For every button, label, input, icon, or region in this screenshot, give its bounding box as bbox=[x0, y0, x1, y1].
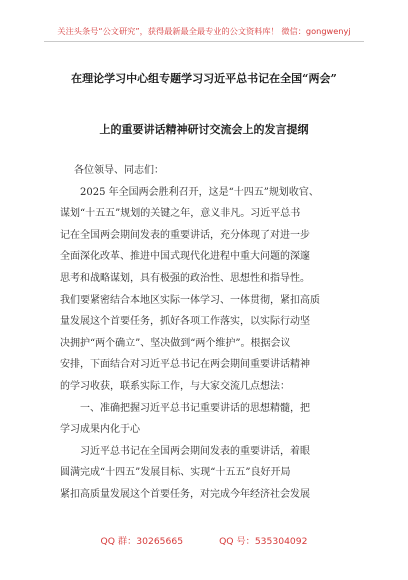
body-line: 圆满完成“十四五”发展目标、实现“十五五”良好开局 bbox=[60, 467, 291, 479]
document-body bbox=[60, 160, 362, 506]
greeting: 各位领导、同志们： bbox=[74, 165, 164, 176]
header-divider bbox=[44, 41, 364, 42]
body-line: 全面深化改革、推进中国式现代化进程中重大问题的深邃 bbox=[60, 251, 310, 263]
footer-contacts bbox=[0, 533, 408, 547]
body-line: 量发展这个首要任务，抓好各项工作落实，以实际行动坚 bbox=[60, 316, 310, 328]
document-title-line2: 上的重要讲话精神研讨交流会上的发言提纲 bbox=[99, 123, 309, 136]
body-line: 谋划“十五五”规划的关键之年，意义非凡。习近平总书 bbox=[60, 208, 301, 220]
document-title-line1: 在理论学习中心组专题学习习近平总书记在全国“两会” bbox=[71, 72, 337, 85]
header-notice: 关注头条号“公文研究”，获得最新最全最专业的公文资料库！ 微信：gongwenyj bbox=[57, 26, 351, 36]
body-line: 决拥护“两个确立”、坚决做到“两个维护”。根据会议 bbox=[60, 337, 291, 349]
body-line: 2025 年全国两会胜利召开，这是“十四五”规划收官、 bbox=[60, 186, 319, 198]
body-line: 习近平总书记在全国两会期间发表的重要讲话，着眼 bbox=[60, 445, 310, 457]
body-line: 记在全国两会期间发表的重要讲话，充分体现了对进一步 bbox=[60, 229, 310, 241]
body-line: 紧扣高质量发展这个首要任务，对完成今年经济社会发展 bbox=[60, 488, 310, 500]
footer-qq-group: QQ 群：30265665 bbox=[100, 536, 184, 547]
body-line: 安排，下面结合对习近平总书记在两会期间重要讲话精神 bbox=[60, 359, 310, 371]
body-line: 思考和战略谋划，具有极强的政治性、思想性和指导性。 bbox=[60, 272, 310, 284]
section-heading-line: 一、准确把握习近平总书记重要讲话的思想精髓，把 bbox=[60, 402, 310, 414]
section-heading-line: 学习成果内化于心 bbox=[60, 424, 140, 436]
body-line: 我们要紧密结合本地区实际一体学习、一体贯彻，紧扣高质 bbox=[60, 294, 320, 306]
body-line: 的学习收获，联系实际工作，与大家交流几点想法： bbox=[60, 380, 290, 392]
footer-qq-number: QQ 号：535304092 bbox=[219, 536, 308, 547]
